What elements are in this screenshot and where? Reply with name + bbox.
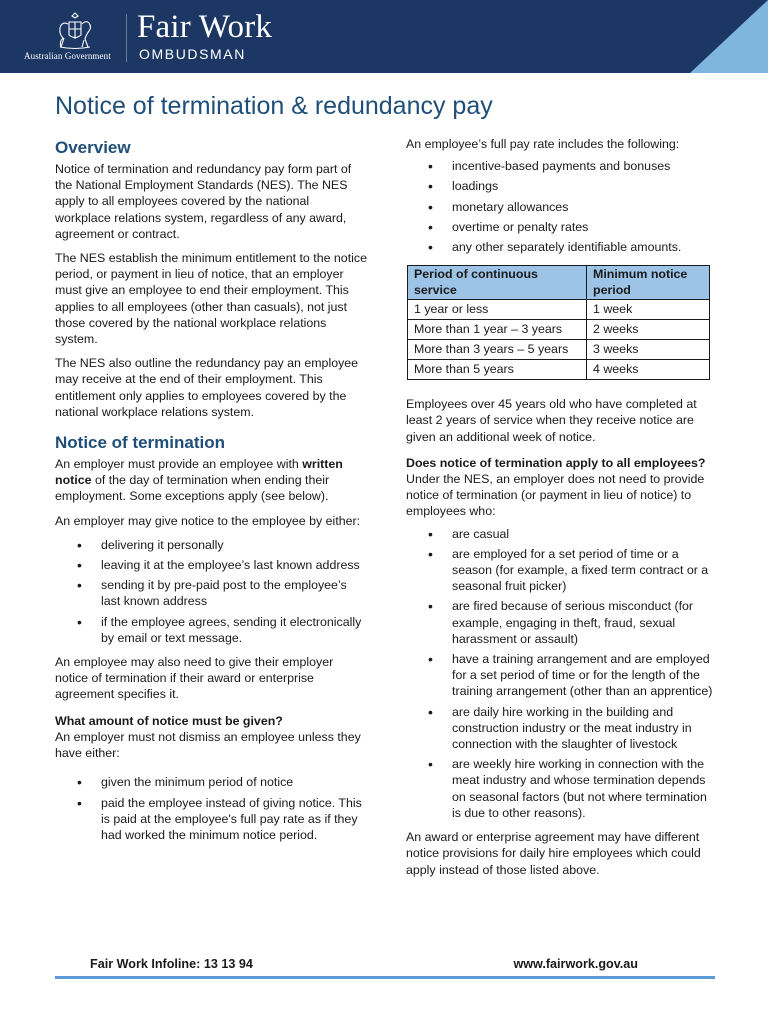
- overview-paragraph-2: The NES establish the minimum entitlement to the notice period, or payment in lieu of notice, that an employer must give an employee to end their employment. This applies to all employees (other than casuals), not just those covered by the national workplace relations system.: [55, 251, 367, 347]
- notice-text-a: An employer must provide an employee with: [55, 457, 303, 472]
- table-header-service: Period of continuous service: [408, 266, 587, 300]
- notice-methods-list: [55, 537, 367, 646]
- table-cell: 2 weeks: [587, 320, 710, 340]
- table-cell: 1 week: [587, 300, 710, 320]
- overview-paragraph-1: Notice of termination and redundancy pay form part of the National Employment Standards (NES). The NES apply to all employees covered by the national workplace relations system, regardless of any award, agreement or contract.: [55, 162, 352, 241]
- list-item: • are employed for a set period of time or a season (for example, a fixed term contract or a seasonal fruit picker): [406, 546, 718, 595]
- table-cell: More than 5 years: [408, 360, 587, 380]
- notice-paragraph-3: An employee may also need to give their employer notice of termination if their award or enterprise agreement specifies it.: [55, 655, 334, 702]
- table-row: [408, 360, 710, 380]
- brand-sub-text: OMBUDSMAN: [139, 46, 246, 62]
- page-title: Notice of termination & redundancy pay: [55, 92, 493, 120]
- right-column: [406, 136, 718, 886]
- overview-heading: Overview: [55, 138, 131, 157]
- pay-items-list: [406, 158, 718, 255]
- list-item: • if the employee agrees, sending it electronically by email or text message.: [55, 614, 367, 646]
- infoline-text: Fair Work Infoline: 13 13 94: [90, 957, 253, 971]
- apply-heading: Does notice of termination apply to all employees?: [406, 455, 706, 470]
- table-row: [408, 300, 710, 320]
- amount-heading: What amount of notice must be given?: [55, 713, 283, 728]
- list-item: • have a training arrangement and are employed for a set period of time or for the length of the training arrangement (other than an apprentice): [406, 651, 718, 700]
- government-label: Australian Government: [24, 51, 111, 61]
- exceptions-list: [406, 526, 718, 821]
- pay-intro: An employee’s full pay rate includes the following:: [406, 137, 680, 151]
- list-item: • overtime or penalty rates: [406, 219, 718, 235]
- header-divider: [126, 14, 127, 62]
- list-item: • given the minimum period of notice: [55, 774, 367, 790]
- list-item: • delivering it personally: [55, 537, 367, 553]
- website-link[interactable]: www.fairwork.gov.au: [513, 957, 638, 971]
- amount-paragraph: An employer must not dismiss an employee unless they have either:: [55, 729, 361, 761]
- list-item: • are fired because of serious misconduct (for example, engaging in theft, fraud, sexual harassment or assault): [406, 598, 718, 647]
- list-item: • paid the employee instead of giving notice. This is paid at the employee's full pay rate as if they had worked the minimum notice period.: [55, 795, 367, 844]
- notice-text-b: of the day of termination when ending their employment. Some exceptions apply (see below).: [55, 473, 330, 504]
- notice-paragraph-2: An employer may give notice to the employee by either:: [55, 513, 361, 528]
- award-paragraph: An award or enterprise agreement may have different notice provisions for daily hire employees which could apply instead of those listed above.: [406, 830, 701, 877]
- written-notice-emphasis: written notice: [55, 457, 343, 488]
- list-item: • are casual: [406, 526, 718, 542]
- table-row: [408, 320, 710, 340]
- header-accent-triangle: [690, 0, 768, 73]
- table-cell: More than 1 year – 3 years: [408, 320, 587, 340]
- notice-period-table: [407, 265, 710, 380]
- list-item: • are daily hire working in the building and construction industry or the meat industry in connection with the slaughter of livestock: [406, 704, 718, 753]
- amount-list: [55, 774, 367, 843]
- table-header-notice: Minimum notice period: [587, 266, 710, 300]
- list-item: • sending it by pre-paid post to the employee’s last known address: [55, 577, 367, 609]
- table-header-row: [408, 266, 710, 300]
- over-45-paragraph: Employees over 45 years old who have completed at least 2 years of service when they receive notice are given an additional week of notice.: [406, 397, 697, 444]
- list-item: • leaving it at the employee’s last known address: [55, 557, 367, 573]
- header-banner: [0, 0, 768, 73]
- left-column: [55, 137, 367, 851]
- footer-rule: [55, 976, 715, 979]
- list-item: • loadings: [406, 178, 718, 194]
- notice-paragraph-1: [55, 456, 367, 505]
- list-item: • are weekly hire working in connection with the meat industry and whose termination depends on seasonal factors (but not where termination is due to other reasons).: [406, 756, 718, 821]
- overview-paragraph-3: The NES also outline the redundancy pay an employee may receive at the end of their employment. This entitlement only applies to employees covered by the national workplace relations system.: [55, 356, 359, 419]
- notice-heading: Notice of termination: [55, 433, 226, 453]
- table-cell: 1 year or less: [408, 300, 587, 320]
- table-cell: 4 weeks: [587, 360, 710, 380]
- apply-paragraph: Under the NES, an employer does not need to provide notice of termination (or payment in lieu of notice) to employees who:: [406, 472, 705, 519]
- table-cell: 3 weeks: [587, 340, 710, 360]
- list-item: • incentive-based payments and bonuses: [406, 158, 718, 174]
- list-item: • monetary allowances: [406, 199, 718, 215]
- table-row: [408, 340, 710, 360]
- coat-of-arms-icon: [50, 12, 100, 50]
- list-item: • any other separately identifiable amounts.: [406, 239, 718, 255]
- table-cell: More than 3 years – 5 years: [408, 340, 587, 360]
- brand-logo-text: Fair Work: [137, 9, 273, 45]
